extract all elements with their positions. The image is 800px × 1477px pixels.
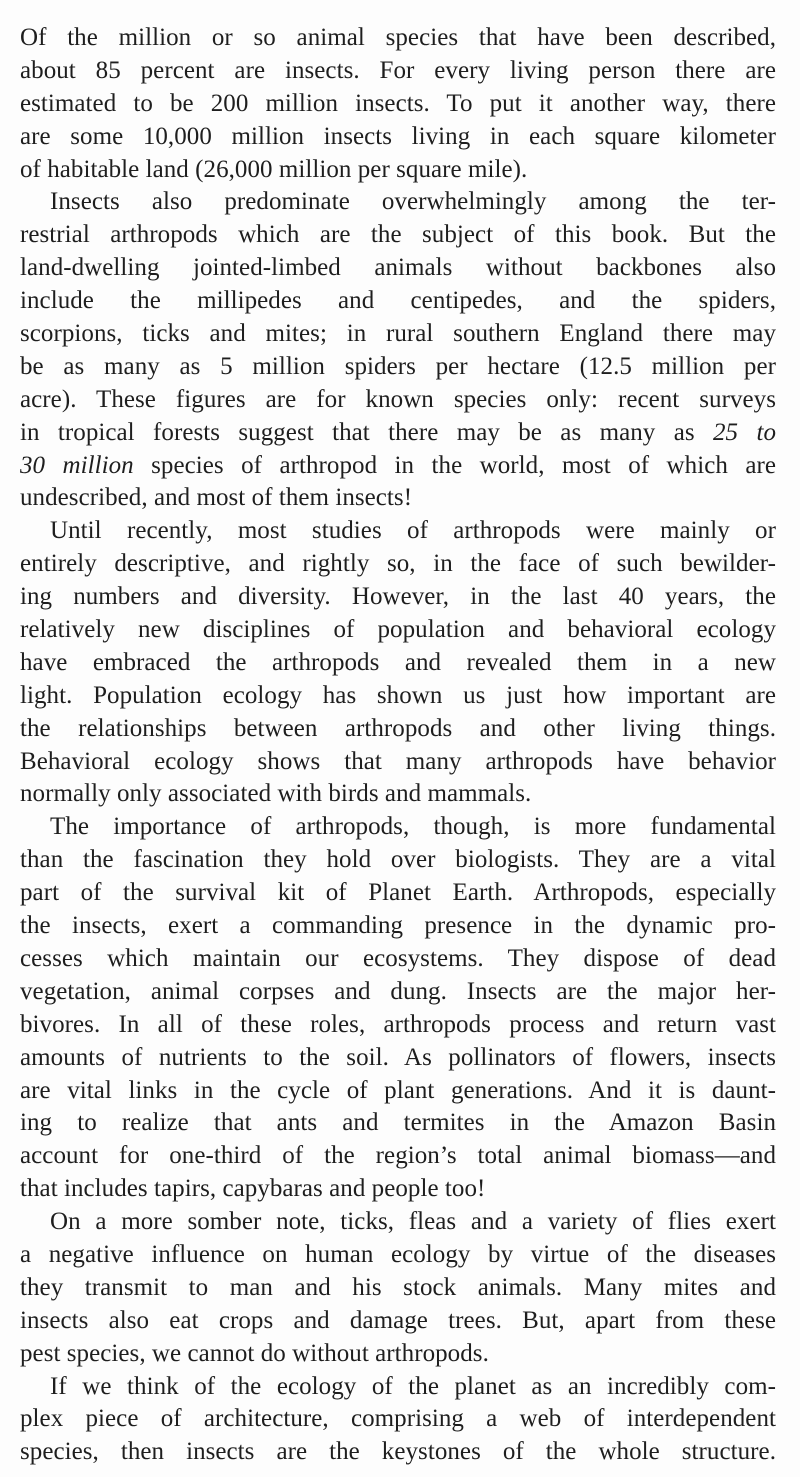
line-text: light. Population ecology has shown us just how important are [20,681,776,709]
text-line [20,482,776,515]
text-line [20,252,776,285]
text-line [20,1107,776,1140]
line-text: On a more somber note, ticks, fleas and a variety of flies exert [50,1208,776,1236]
line-text: account for one-third of the region’s total animal biomass—and [20,1142,776,1170]
text-line [20,55,776,88]
text-line [20,88,776,121]
text-line [20,22,776,55]
line-text: restrial arthropods which are the subject of this book. But the [20,221,776,249]
text-line [20,1009,776,1042]
text-line [20,121,776,154]
text-line [20,548,776,581]
text-line [20,1403,776,1436]
line-text: cesses which maintain our ecosystems. They dispose of dead [20,944,776,972]
text-line [20,351,776,384]
italic-text: 30 million [20,451,134,479]
line-text: bivores. In all of these roles, arthropods process and return vast [20,1010,776,1038]
text-line [20,515,776,548]
line-text: than the fascination they hold over biologists. They are a vital [20,846,776,874]
text-line [20,1436,776,1469]
line-text: acre). These figures are for known species only: recent surveys [20,385,776,413]
text-line [20,318,776,351]
text-line [20,219,776,252]
text-line [20,746,776,779]
line-text: amounts of nutrients to the soil. As pollinators of flowers, insects [20,1043,776,1071]
line-text: be as many as 5 million spiders per hectare (12.5 million per [20,352,776,380]
line-text: species of arthropod in the world, most of which are [133,451,776,479]
line-text: normally only associated with birds and mammals. [20,780,532,808]
line-text: Until recently, most studies of arthropods were mainly or [50,517,776,545]
text-line [20,1272,776,1305]
text-line [20,450,776,483]
text-line [20,976,776,1009]
line-text: ing numbers and diversity. However, in the last 40 years, the [20,583,776,611]
line-text: include the millipedes and centipedes, and the spiders, [20,287,776,315]
text-line [20,186,776,219]
text-line [20,778,776,811]
line-text: of habitable land (26,000 million per square mile). [20,155,528,183]
text-line [20,1042,776,1075]
text-line [20,1239,776,1272]
text-line [20,1206,776,1239]
line-text: have embraced the arthropods and revealed them in a new [20,648,776,676]
line-text: part of the survival kit of Planet Earth. Arthropods, especially [20,879,776,907]
text-line [20,417,776,450]
line-text: species, then insects are the keystones of the whole structure. [20,1438,776,1466]
text-line [20,285,776,318]
line-text: Of the million or so animal species that have been described, [20,24,776,51]
line-text: are vital links in the cycle of plant generations. And it is daunt- [20,1076,776,1104]
line-text: relatively new disciplines of population and behavioral ecology [20,616,776,644]
text-line [20,581,776,614]
line-text: about 85 percent are insects. For every living person there are [20,56,776,84]
line-text: entirely descriptive, and rightly so, in the face of such bewilder- [20,550,776,578]
text-line [20,1140,776,1173]
line-text: the insects, exert a commanding presence in the dynamic pro- [20,912,776,940]
text-line [20,680,776,713]
text-line [20,713,776,746]
line-text: ing to realize that ants and termites in the Amazon Basin [20,1109,776,1137]
text-line [20,647,776,680]
text-line [20,614,776,647]
text-line [20,877,776,910]
line-text: vegetation, animal corpses and dung. Insects are the major her- [20,977,776,1005]
line-text: land-dwelling jointed-limbed animals without backbones also [20,254,776,282]
text-line [20,844,776,877]
line-text: a negative influence on human ecology by virtue of the diseases [20,1240,776,1268]
text-line [20,384,776,417]
line-text: undescribed, and most of them insects! [20,484,413,512]
text-line [20,943,776,976]
line-text: estimated to be 200 million insects. To put it another way, there [20,89,776,117]
text-line [20,811,776,844]
line-text: Behavioral ecology shows that many arthropods have behavior [20,747,776,775]
text-line [20,1305,776,1338]
line-text: are some 10,000 million insects living in each square kilometer [20,122,776,150]
text-line [20,1338,776,1371]
line-text: If we think of the ecology of the planet as an incredibly com- [50,1372,776,1400]
italic-text: 25 to [712,418,776,446]
line-text: plex piece of architecture, comprising a web of interdependent [20,1405,776,1433]
text-line [20,154,776,187]
line-text: they transmit to man and his stock animals. Many mites and [20,1273,776,1301]
text-line [20,1075,776,1108]
line-text: scorpions, ticks and mites; in rural southern England there may [20,320,776,348]
line-text: in tropical forests suggest that there may be as many as [20,418,713,446]
line-text: insects also eat crops and damage trees. But, apart from these [20,1306,776,1334]
line-text: pest species, we cannot do without arthropods. [20,1339,489,1367]
line-text: the relationships between arthropods and other living things. [20,714,776,742]
line-text: The importance of arthropods, though, is more fundamental [50,813,776,841]
text-line [20,910,776,943]
line-text: Insects also predominate overwhelmingly among the ter- [50,188,776,216]
text-line [20,1173,776,1206]
text-line [20,1371,776,1404]
line-text: that includes tapirs, capybaras and people too! [20,1175,486,1203]
